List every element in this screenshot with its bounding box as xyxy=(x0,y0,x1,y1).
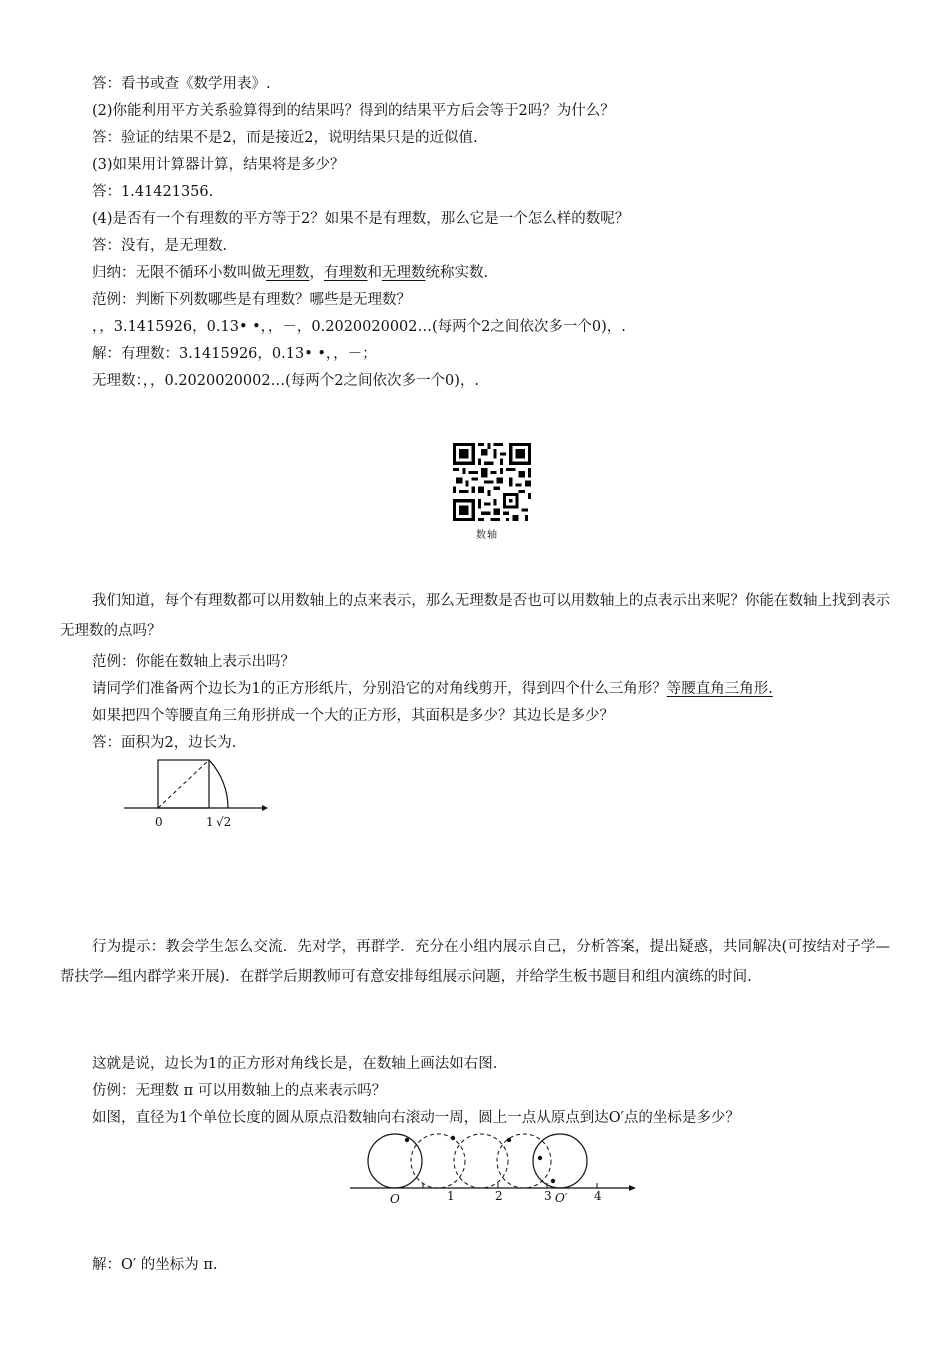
example1-rational: 解：有理数：3.1415926，0.13• •，，－； xyxy=(92,346,377,362)
example2-question-2: 如果把四个等腰直角三角形拼成一个大的正方形，其面积是多少？其边长是多少？ xyxy=(92,708,614,724)
rolling-circle-3 xyxy=(454,1134,508,1188)
summary-sep: ， xyxy=(309,265,324,281)
point-marker xyxy=(405,1138,409,1142)
question-line-4: (4)是否有一个有理数的平方等于2？如果不是有理数，那么它是一个怎么样的数呢？ xyxy=(92,211,630,227)
summary-suffix: 统称实数. xyxy=(425,265,489,281)
label-zero: 0 xyxy=(155,815,163,829)
final-answer: 解：O′ 的坐标为 π. xyxy=(92,1257,218,1273)
question-line-3: (3)如果用计算器计算，结果将是多少？ xyxy=(92,157,345,173)
question-line-2: (2)你能利用平方关系验算得到的结果吗？得到的结果平方后会等于2吗？为什么？ xyxy=(92,103,615,119)
point-marker xyxy=(507,1138,511,1142)
rolling-circle-figure xyxy=(345,1131,645,1209)
label-o-prime: O′ xyxy=(555,1191,568,1205)
example2-answer: 等腰直角三角形. xyxy=(666,681,773,697)
answer-line-1: 答：看书或查《数学用表》. xyxy=(92,76,271,92)
summary-and: 和 xyxy=(367,265,382,281)
example2-answer-2: 答：面积为2，边长为. xyxy=(92,735,237,751)
pi-example-title: 仿例：无理数 π 可以用数轴上的点来表示吗？ xyxy=(92,1083,387,1099)
summary-line xyxy=(92,263,488,283)
answer-line-3: 答：1.41421356. xyxy=(92,184,214,200)
intro-paragraph: 我们知道，每个有理数都可以用数轴上的点来表示，那么无理数是否也可以用数轴上的点表示出来呢？你能在数轴上找到表示无理数的点吗？ xyxy=(60,593,890,639)
summary-term-irrational: 无理数 xyxy=(266,265,310,281)
summary-prefix: 归纳：无限不循环小数叫做 xyxy=(92,265,266,281)
conclusion-line: 这就是说，边长为1的正方形对角线长是，在数轴上画法如右图. xyxy=(92,1056,498,1072)
answer-line-2: 答：验证的结果不是2，而是接近2，说明结果只是的近似值. xyxy=(92,130,478,146)
qr-code-icon xyxy=(453,443,531,521)
example1-numbers: ，，3.1415926，0.13• •，，－，0.2020020002…(每两个2之间依次多一个0)，. xyxy=(92,319,626,335)
end-circle xyxy=(533,1134,587,1188)
start-circle xyxy=(368,1134,422,1188)
point-marker xyxy=(551,1179,555,1183)
rolling-circle-4 xyxy=(497,1134,551,1188)
summary-term-irrational-2: 无理数 xyxy=(382,265,426,281)
axis-arrow xyxy=(629,1185,636,1191)
label-one: 1 xyxy=(206,815,214,829)
label-sqrt2: √2 xyxy=(216,815,232,829)
qr-caption: 数轴 xyxy=(476,530,498,541)
answer-line-4: 答：没有，是无理数. xyxy=(92,238,228,254)
square-diagonal-figure xyxy=(122,756,272,834)
point-marker xyxy=(451,1136,455,1140)
compass-arc xyxy=(209,760,228,808)
rolling-circle-2 xyxy=(411,1134,465,1188)
pi-example-question: 如图，直径为1个单位长度的圆从原点沿数轴向右滚动一周，圆上一点从原点到达O′点的坐标是多少？ xyxy=(92,1110,740,1126)
point-marker xyxy=(538,1156,542,1160)
label-origin: O xyxy=(390,1192,400,1206)
example1-title: 范例：判断下列数哪些是有理数？哪些是无理数？ xyxy=(92,292,411,308)
example1-irrational: 无理数：，，0.2020020002…(每两个2之间依次多一个0)，. xyxy=(92,373,479,389)
label-three: 3 xyxy=(544,1189,552,1203)
example2-instruction xyxy=(92,679,773,699)
example2-title: 范例：你能在数轴上表示出吗？ xyxy=(92,654,295,670)
square-diagonal xyxy=(158,760,209,808)
behavior-tip-paragraph: 行为提示：教会学生怎么交流．先对学，再群学．充分在小组内展示自己，分析答案，提出疑惑，共同解决(可按结对子学—帮扶学—组内群学来开展)．在群学后期教师可有意安排每组展示问题，并给学生板书题目和组内演练的时间. xyxy=(60,939,890,985)
axis-arrow xyxy=(262,805,268,811)
label-two: 2 xyxy=(495,1189,503,1203)
summary-term-rational: 有理数 xyxy=(324,265,368,281)
label-four: 4 xyxy=(594,1189,602,1203)
label-one: 1 xyxy=(447,1189,455,1203)
example2-question: 请同学们准备两个边长为1的正方形纸片，分别沿它的对角线剪开，得到四个什么三角形？ xyxy=(92,681,667,697)
